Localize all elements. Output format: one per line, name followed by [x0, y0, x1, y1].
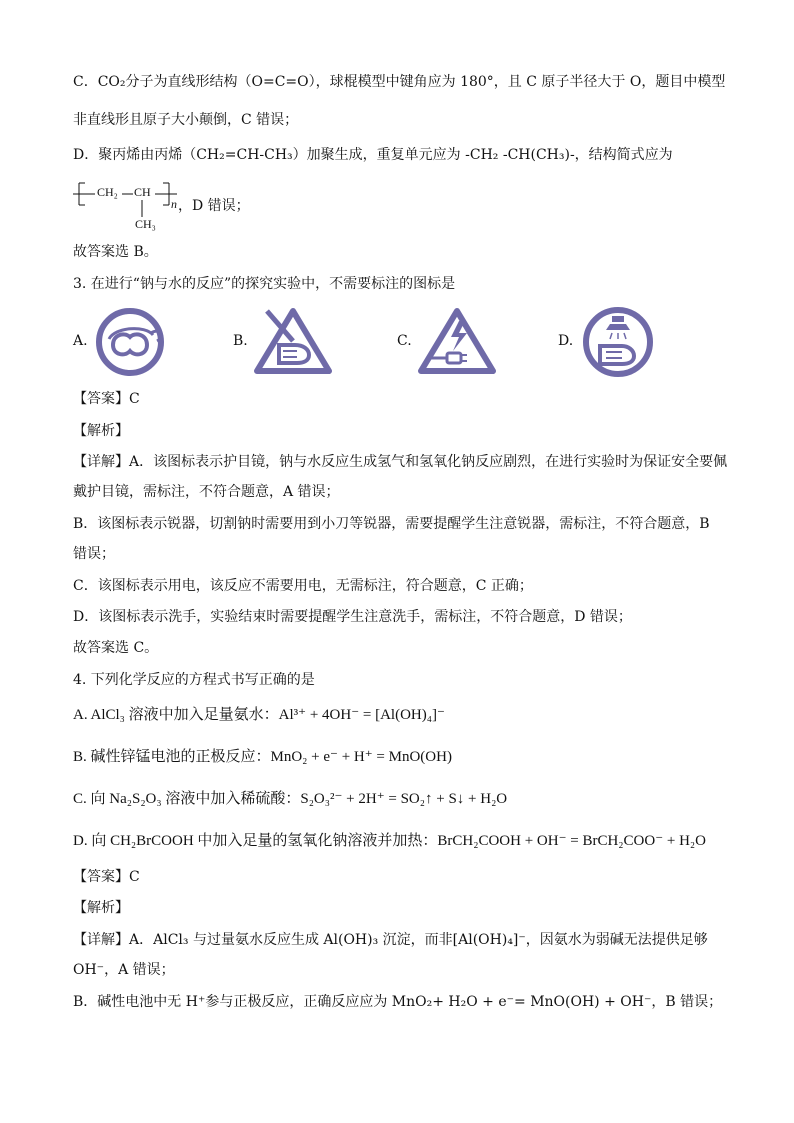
q4-option-b: B. 碱性锌锰电池的正极反应：MnO₂ + e⁻ + H⁺ = MnO(OH) [73, 749, 452, 765]
goggles-icon [95, 307, 165, 381]
q3-option-a-label: A. [73, 333, 88, 349]
sharp-object-icon [253, 305, 333, 379]
q3-detail-b-line2: 错误； [73, 546, 115, 562]
q3-conclusion: 故答案选 C。 [73, 640, 159, 656]
option-d-explanation-line1: D．聚丙烯由丙烯（CH₂=CH-CH₃）加聚生成，重复单元应为 -CH₂ -CH(CH₃)-，结构简式应为 [73, 147, 673, 163]
q3-detail-b-line1: B．该图标表示锐器，切割钠时需要用到小刀等锐器，需要提醒学生注意锐器，需标注，不符合题意，B [73, 516, 710, 532]
structure-group-ch: CH [134, 185, 151, 199]
q3-detail-c: C．该图标表示用电，该反应不需要用电，无需标注，符合题意，C 正确； [73, 578, 533, 594]
polypropylene-structure [73, 181, 183, 233]
option-d-explanation-suffix: ，D 错误； [178, 198, 250, 214]
q3-option-c-label: C. [397, 333, 412, 349]
q3-detail-a-line2: 戴护目镜，需标注，不符合题意，A 错误； [73, 484, 340, 500]
q3-option-d-label: D. [558, 333, 574, 349]
structure-subscript-n: n [171, 197, 177, 211]
structure-substituent-ch3: CH₃ [135, 217, 156, 231]
q3-answer: 【答案】C [73, 391, 140, 407]
q2-conclusion: 故答案选 B。 [73, 244, 158, 260]
q3-detail-a-line1: 【详解】A．该图标表示护目镜，钠与水反应生成氢气和氢氧化钠反应剧烈，在进行实验时为保证安全要佩 [73, 454, 728, 470]
q3-analysis-title: 【解析】 [73, 423, 129, 439]
q4-detail-a-line1: 【详解】A．AlCl₃ 与过量氨水反应生成 Al(OH)₃ 沉淀，而非[Al(OH)₄]⁻，因氨水为弱碱无法提供足够 [73, 932, 708, 948]
q4-analysis-title: 【解析】 [73, 900, 129, 916]
hand-washing-icon [582, 306, 654, 382]
q3-detail-d: D．该图标表示洗手，实验结束时需要提醒学生注意洗手，需标注，不符合题意，D 错误； [73, 609, 632, 625]
structure-bracket-drawing [73, 181, 183, 233]
q3-stem: 3. 在进行“钠与水的反应”的探究实验中，不需要标注的图标是 [73, 276, 456, 292]
q4-option-d: D. 向 CH₂BrCOOH 中加入足量的氢氧化钠溶液并加热：BrCH₂COOH + OH⁻ = BrCH₂COO⁻ + H₂O [73, 833, 706, 849]
q4-detail-a-line2: OH⁻，A 错误； [73, 962, 175, 978]
q4-detail-b: B．碱性电池中无 H⁺参与正极反应，正确反应应为 MnO₂+ H₂O + e⁻= MnO(OH) + OH⁻，B 错误； [73, 994, 723, 1010]
option-c-explanation-line2: 非直线形且原子大小颠倒，C 错误； [73, 112, 299, 128]
structure-group-ch2: CH₂ [97, 185, 118, 199]
option-c-explanation-line1: C．CO₂分子为直线形结构（O=C=O），球棍模型中键角应为 180°，且 C 原子半径大于 O，题目中模型 [73, 74, 726, 90]
q3-option-b-label: B. [233, 333, 248, 349]
q4-answer: 【答案】C [73, 869, 140, 885]
q4-option-c: C. 向 Na₂S₂O₃ 溶液中加入稀硫酸：S₂O₃²⁻ + 2H⁺ = SO₂↑ + S↓ + H₂O [73, 791, 508, 807]
q4-option-a: A. AlCl₃ 溶液中加入足量氨水：Al³⁺ + 4OH⁻ = [Al(OH)₄]⁻ [73, 707, 445, 723]
electricity-icon [417, 305, 497, 379]
q4-stem: 4. 下列化学反应的方程式书写正确的是 [73, 672, 315, 688]
